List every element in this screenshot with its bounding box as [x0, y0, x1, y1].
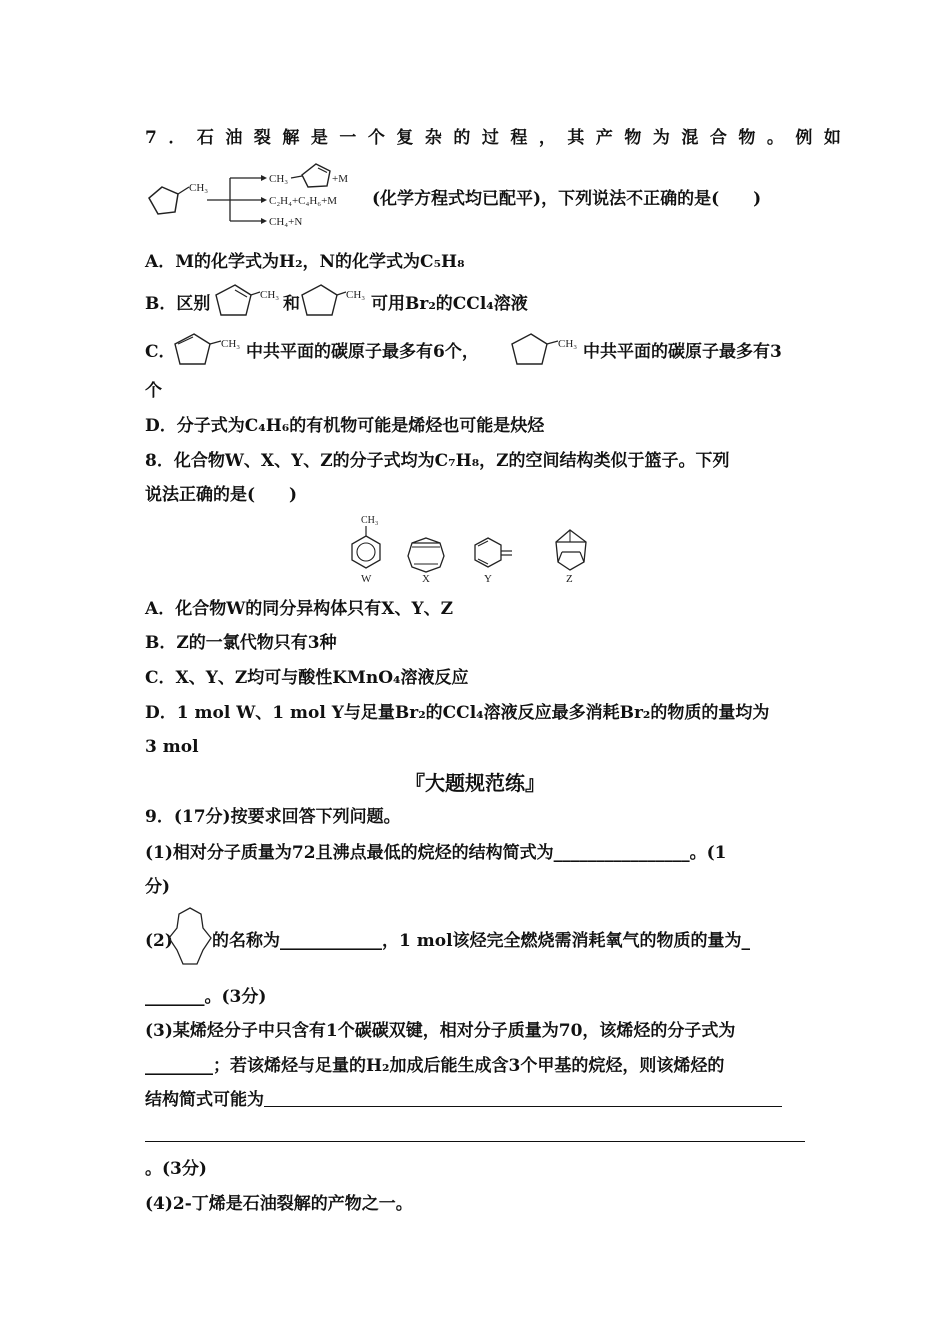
- q8-option-c[interactable]: C．X、Y、Z均可与酸性KMnO₄溶液反应: [145, 668, 469, 688]
- q9-part2-line2: _______。(3分): [145, 987, 267, 1007]
- q7-option-b-suffix: 可用Br₂的CCl₄溶液: [371, 294, 528, 314]
- q7-option-a[interactable]: A．M的化学式为H₂，N的化学式为C₅H₈: [145, 252, 465, 272]
- q9-part3-line5: 。(3分): [145, 1159, 207, 1179]
- q9-stem: 9．(17分)按要求回答下列问题。: [145, 807, 401, 827]
- q8-option-d-line1[interactable]: D．1 mol W、1 mol Y与足量Br₂的CCl₄溶液反应最多消耗Br₂的物质的量均为: [145, 703, 770, 723]
- q9-part3-line2: ________；若该烯烃与足量的H₂加成后能生成含3个甲基的烷烃，则该烯烃的: [145, 1056, 725, 1076]
- q7-stem-line1: 7．石油裂解是一个复杂的过程，其产物为混合物。例如: [145, 128, 853, 148]
- q8-stem-line2: 说法正确的是( ): [145, 485, 298, 505]
- methylcyclopentane-structure: [299, 283, 371, 319]
- q8-option-a[interactable]: A．化合物W的同分异构体只有X、Y、Z: [145, 599, 454, 619]
- structure-y: [475, 538, 512, 585]
- q8-option-b[interactable]: B．Z的一氯代物只有3种: [145, 633, 337, 653]
- q7-option-d[interactable]: D．分子式为C₄H₆的有机物可能是烯烃也可能是炔烃: [145, 416, 545, 436]
- z-label: Z: [566, 573, 573, 585]
- structure-z: [556, 530, 586, 585]
- q7-option-c-mid: 中共平面的碳原子最多有6个，: [246, 342, 479, 362]
- q7-option-c-prefix[interactable]: C．: [145, 342, 176, 362]
- reactant-ch3-label: CH₃: [189, 182, 209, 194]
- q9-part3-line1: (3)某烯烃分子中只含有1个碳碳双键，相对分子质量为70，该烯烃的分子式为: [145, 1021, 736, 1041]
- w-ch3-label: CH₃: [361, 515, 379, 526]
- q8-stem-line1: 8．化合物W、X、Y、Z的分子式均为C₇H₈，Z的空间结构类似于篮子。下列: [145, 451, 730, 471]
- ch3-label: CH₃: [221, 338, 241, 350]
- structure-x: [408, 538, 444, 585]
- q9-part2-text: 的名称为____________，1 mol该烃完全燃烧需消耗氧气的物质的量为_: [212, 931, 751, 951]
- q9-part3-line3-text: 结构简式可能为: [145, 1090, 264, 1110]
- q9-part1-line1: (1)相对分子质量为72且沸点最低的烷烃的结构简式为________________。(1: [145, 843, 727, 863]
- w-label: W: [361, 573, 372, 585]
- q9-part3-line4: [145, 1124, 805, 1146]
- q7-option-b-prefix[interactable]: B．区别: [145, 294, 211, 314]
- q9-part2-prefix: (2): [145, 931, 173, 951]
- ch3-label: CH₃: [558, 338, 578, 350]
- ch3-label: CH₃: [260, 289, 280, 301]
- section-title: 『大题规范练』: [405, 771, 545, 795]
- product1-plus-m: +M: [332, 173, 348, 185]
- q7-option-c-line2: 个: [145, 381, 162, 401]
- q8-structures: [340, 512, 610, 590]
- methylcyclopentene-structure-c: [172, 332, 248, 368]
- q9-part3-line3: [145, 1089, 782, 1111]
- cyclopentene-ring: [302, 164, 330, 187]
- q7-option-b-and: 和: [283, 294, 300, 314]
- q7-cracking-scheme: [145, 160, 370, 235]
- ch3-label: CH₃: [346, 289, 366, 301]
- answer-blank-1[interactable]: [264, 1089, 782, 1107]
- answer-blank-2[interactable]: [145, 1124, 805, 1142]
- q7-option-c-end: 中共平面的碳原子最多有3: [583, 342, 782, 362]
- methylcyclopentane-structure-c: [509, 332, 585, 368]
- methylcyclopentene-structure: [213, 283, 285, 319]
- product3-formula: CH₄+N: [269, 216, 303, 228]
- x-label: X: [422, 573, 430, 585]
- y-label: Y: [484, 573, 492, 585]
- cyclopentane-ring: [149, 187, 178, 214]
- q9-part1-line2: 分): [145, 877, 171, 897]
- q7-stem-line2: (化学方程式均已配平)，下列说法不正确的是( ): [372, 189, 762, 209]
- q8-option-d-line2: 3 mol: [145, 737, 199, 757]
- structure-w: [352, 515, 380, 585]
- product2-formula: C₂H₄+C₄H₆+M: [269, 195, 338, 207]
- q9-part4: (4)2-丁烯是石油裂解的产物之一。: [145, 1194, 413, 1214]
- product1-ch3: CH₃: [269, 173, 289, 185]
- cyclononane-structure: [167, 906, 213, 970]
